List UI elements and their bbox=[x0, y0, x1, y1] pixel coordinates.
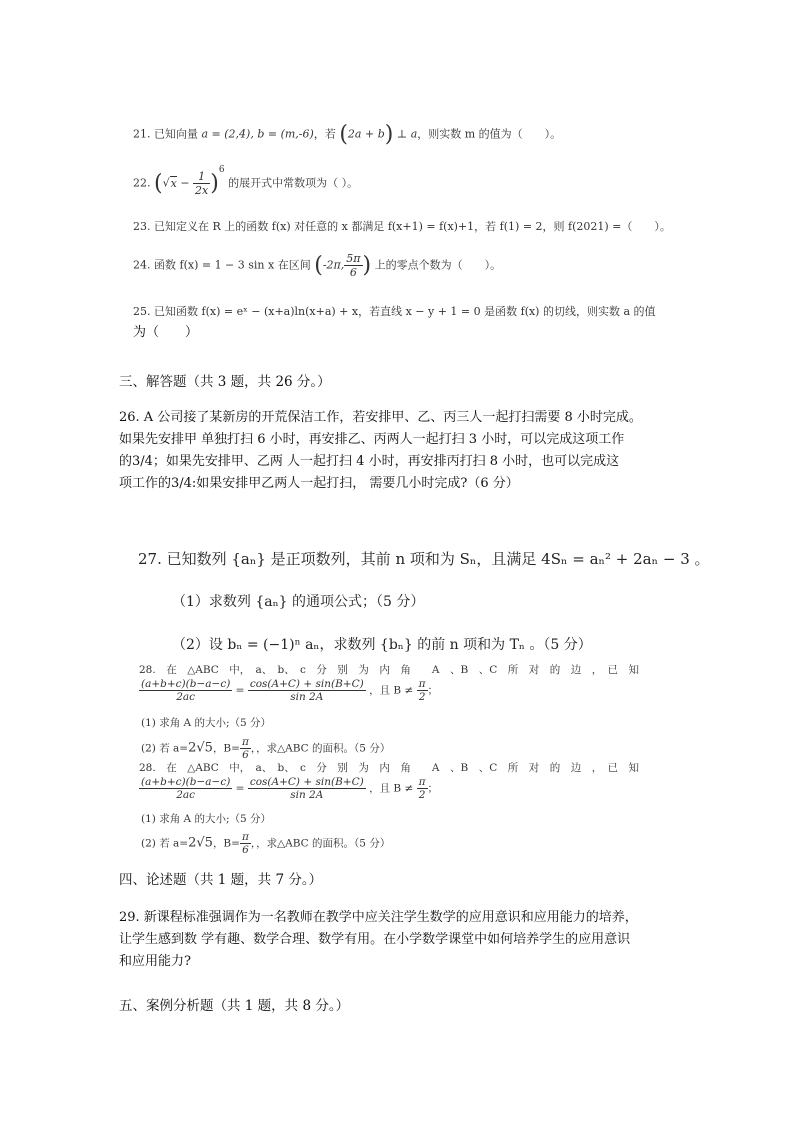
q21-math-a: a bbox=[410, 127, 418, 141]
q28b-part2-val: 2√5 bbox=[188, 835, 213, 851]
q22-sqrt-symbol: √ bbox=[162, 176, 170, 190]
q28b-cond-den: 2 bbox=[418, 789, 426, 801]
q22-sqrt-x: x bbox=[170, 176, 177, 190]
q28a-part2-num: π bbox=[241, 736, 249, 748]
q24-frac-den: 6 bbox=[349, 266, 357, 279]
q28b-part2-num: π bbox=[241, 831, 249, 843]
q28b-part-2 bbox=[141, 831, 390, 856]
q26-line-1: 26. A 公司接了某新房的开荒保洁工作，若安排甲、乙、丙三人一起打扫需要 8 小时完成。 bbox=[119, 410, 642, 425]
q28a-cond-num: π bbox=[418, 678, 426, 690]
q21-math-vectors: a = (2,4), b = (m,-6) bbox=[201, 127, 314, 141]
q22-fraction bbox=[193, 170, 210, 197]
q28a-eq: = bbox=[235, 684, 245, 697]
q21-text-a: 已知向量 bbox=[154, 127, 198, 141]
q28b-equation bbox=[139, 776, 438, 801]
q28a-part2-b: ，B= bbox=[212, 742, 240, 755]
q24-right-paren: ) bbox=[362, 253, 372, 278]
q22-minus: − bbox=[176, 176, 194, 190]
q21-right-paren: ) bbox=[384, 122, 394, 147]
q22-left-paren: ( bbox=[154, 171, 163, 196]
q21-text-c: ，则实数 m 的值为（ ）。 bbox=[417, 127, 562, 141]
q28b-part2-b: ，B= bbox=[212, 837, 240, 850]
q28b-part2-fraction bbox=[240, 831, 251, 856]
q28a-cond-den: 2 bbox=[418, 691, 426, 703]
q28b-part2-a: (2) 若 a= bbox=[141, 837, 189, 850]
section-5-title: 五、案例分析题（共 1 题，共 8 分。） bbox=[119, 998, 350, 1014]
section-3-title: 三、解答题（共 3 题，共 26 分。） bbox=[119, 374, 331, 390]
q29-line-1: 29. 新课程标准强调作为一名教师在教学中应关注学生数学的应用意识和应用能力的培养， bbox=[119, 910, 638, 925]
question-21 bbox=[133, 122, 561, 147]
q29-line-2: 让学生感到数 学有趣、数学合理、数学有用。在小学数学课堂中如何培养学生的应用意识 bbox=[119, 932, 631, 947]
q23-number: 23. bbox=[133, 220, 151, 233]
q28b-rhs-num: cos(A+C) + sin(B+C) bbox=[249, 776, 364, 788]
q21-perp-symbol: ⊥ bbox=[396, 127, 408, 141]
q24-text-b: 上的零点个数为（ ）。 bbox=[374, 258, 502, 272]
q25-line1: 已知函数 f(x) = eˣ − (x+a)ln(x+a) + x，若直线 x − y + 1 = 0 是函数 f(x) 的切线，则实数 a 的值 bbox=[154, 305, 656, 318]
section-4-title: 四、论述题（共 1 题，共 7 分。） bbox=[119, 872, 323, 888]
q21-left-paren: ( bbox=[339, 122, 348, 147]
q28b-lhs-num: (a+b+c)(b−a−c) bbox=[141, 776, 231, 788]
q28a-rhs-fraction bbox=[248, 678, 366, 703]
q21-text-b: ，若 bbox=[313, 127, 336, 141]
q22-text: 的展开式中常数项为（ ）。 bbox=[228, 176, 359, 190]
q28a-cond-end: ； bbox=[427, 684, 439, 697]
q22-exponent: 6 bbox=[218, 164, 225, 175]
q28b-eq: = bbox=[235, 782, 245, 795]
q28b-cond-num: π bbox=[418, 776, 426, 788]
q27-part-2: （2）设 bₙ = (−1)ⁿ aₙ，求数列 {bₙ} 的前 n 项和为 Tₙ 。（5 分） bbox=[172, 637, 592, 653]
q22-right-paren: ) bbox=[210, 171, 219, 196]
question-23 bbox=[133, 218, 671, 234]
q28b-cond: ，且 B ≠ bbox=[369, 782, 414, 795]
q28b-lhs-den: 2ac bbox=[176, 789, 196, 801]
q26-line-4: 项工作的3/4:如果安排甲乙两人一起打扫， 需要几小时完成?（6 分） bbox=[119, 476, 519, 491]
q28a-part2-fraction bbox=[240, 736, 251, 761]
q22-number: 22. bbox=[133, 176, 151, 190]
question-24 bbox=[133, 252, 501, 279]
q28a-cond: ，且 B ≠ bbox=[369, 684, 414, 697]
q28a-lhs-den: 2ac bbox=[176, 691, 196, 703]
q22-frac-den: 2x bbox=[195, 184, 209, 197]
q28a-header: 28. 在 △ABC 中， a、 b、 c 分 别 为 内 角 A 、B 、C 所 对 的 边 ， 已 知 bbox=[139, 664, 639, 676]
q28a-cond-fraction bbox=[417, 678, 428, 703]
q28b-part2-c: ，，求△ABC 的面积。（5 分） bbox=[250, 837, 391, 850]
q26-line-3: 的3/4；如果先安排甲、乙两 人一起打扫 4 小时，再安排丙打扫 8 小时，也可以完成这 bbox=[119, 454, 620, 469]
q28a-part2-a: (2) 若 a= bbox=[141, 742, 189, 755]
q28b-rhs-fraction bbox=[248, 776, 366, 801]
q24-interval-left: -2π, bbox=[322, 258, 345, 272]
q28a-part2-val: 2√5 bbox=[188, 740, 213, 756]
q28b-header: 28. 在 △ABC 中， a、 b、 c 分 别 为 内 角 A 、B 、C 所 对 的 边 ， 已 知 bbox=[139, 762, 639, 774]
question-22 bbox=[133, 164, 359, 197]
q21-number: 21. bbox=[133, 127, 151, 141]
q25-number: 25. bbox=[133, 305, 151, 318]
q28b-cond-fraction bbox=[417, 776, 428, 801]
q26-line-2: 如果先安排甲 单独打扫 6 小时，再安排乙、丙两人一起打扫 3 小时，可以完成这项工作 bbox=[119, 432, 625, 447]
q24-number: 24. bbox=[133, 258, 151, 272]
q27-statement: 27. 已知数列 {aₙ} 是正项数列，其前 n 项和为 Sₙ，且满足 4Sₙ = aₙ² + 2aₙ − 3 。 bbox=[138, 550, 710, 568]
q28b-rhs-den: sin 2A bbox=[290, 789, 324, 801]
q24-text-a: 函数 f(x) = 1 − 3 sin x 在区间 bbox=[154, 258, 311, 272]
q21-math-sum: 2a + b bbox=[347, 127, 385, 141]
q28a-part2-den: 6 bbox=[242, 749, 249, 761]
q28a-rhs-num: cos(A+C) + sin(B+C) bbox=[249, 678, 364, 690]
q23-text: 已知定义在 R 上的函数 f(x) 对任意的 x 都满足 f(x+1) = f(x)+1，若 f(1) = 2，则 f(2021) =（ ）。 bbox=[154, 220, 671, 233]
q28a-lhs-fraction bbox=[139, 678, 232, 703]
q28b-cond-end: ； bbox=[427, 782, 439, 795]
question-25 bbox=[133, 303, 656, 319]
q28b-part-1: (1) 求角 A 的大小;（5 分） bbox=[141, 813, 272, 825]
q28b-part2-den: 6 bbox=[242, 844, 249, 856]
q29-line-3: 和应用能力? bbox=[119, 954, 191, 969]
q28a-rhs-den: sin 2A bbox=[290, 691, 324, 703]
q27-part-1: （1）求数列 {aₙ} 的通项公式；（5 分） bbox=[172, 594, 425, 610]
q28b-lhs-fraction bbox=[139, 776, 232, 801]
q28a-part-2 bbox=[141, 736, 390, 761]
q25-line2: 为（ ） bbox=[133, 325, 199, 340]
q28a-lhs-num: (a+b+c)(b−a−c) bbox=[141, 678, 231, 690]
q28a-part-1: (1) 求角 A 的大小;（5 分） bbox=[141, 717, 272, 729]
q22-frac-num: 1 bbox=[193, 170, 210, 184]
q28a-equation bbox=[139, 678, 438, 703]
q28a-part2-c: ，，求△ABC 的面积。（5 分） bbox=[250, 742, 391, 755]
q24-fraction bbox=[344, 252, 362, 279]
q24-left-paren: ( bbox=[314, 253, 323, 278]
q24-frac-num: 5π bbox=[346, 252, 361, 265]
